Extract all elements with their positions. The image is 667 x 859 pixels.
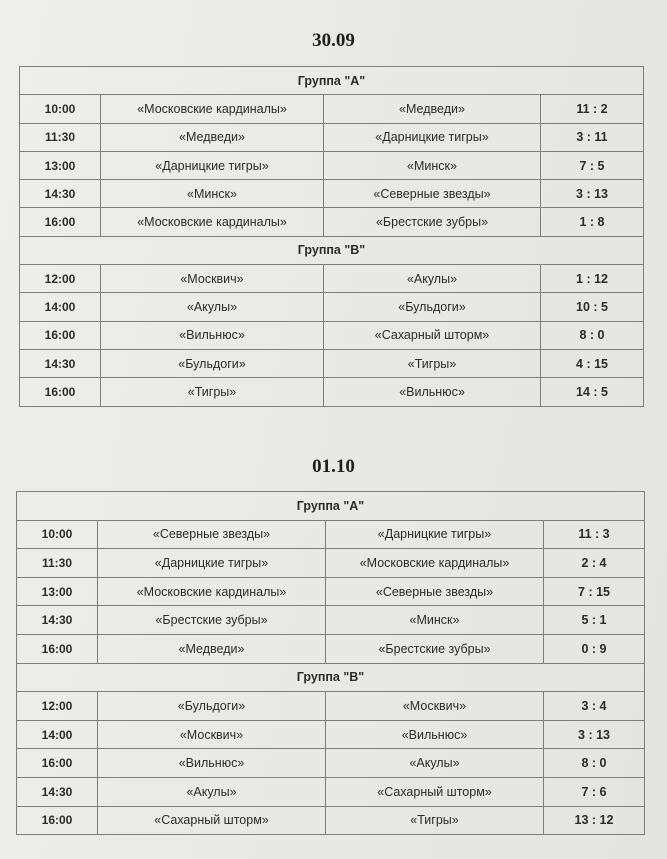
away-team: «Брестские зубры» xyxy=(326,634,544,663)
away-team: «Москвич» xyxy=(326,692,544,721)
away-team: «Брестские зубры» xyxy=(324,208,541,236)
match-score: 14 : 5 xyxy=(541,378,644,406)
group-title: Группа "А" xyxy=(17,492,645,521)
match-row xyxy=(17,606,645,635)
home-team: «Брестские зубры» xyxy=(98,606,326,635)
match-time: 11:30 xyxy=(20,123,101,151)
match-row xyxy=(17,749,645,778)
match-time: 16:00 xyxy=(20,321,101,349)
match-score: 8 : 0 xyxy=(544,749,645,778)
away-team: «Дарницкие тигры» xyxy=(324,123,541,151)
day-date: 30.09 xyxy=(312,30,355,51)
match-score: 5 : 1 xyxy=(544,606,645,635)
home-team: «Дарницкие тигры» xyxy=(98,549,326,578)
home-team: «Московские кардиналы» xyxy=(101,95,324,123)
group-header-row xyxy=(17,663,645,692)
away-team: «Московские кардиналы» xyxy=(326,549,544,578)
away-team: «Вильнюс» xyxy=(326,720,544,749)
match-row xyxy=(17,692,645,721)
match-score: 3 : 11 xyxy=(541,123,644,151)
away-team: «Северные звезды» xyxy=(326,577,544,606)
match-time: 14:30 xyxy=(17,606,98,635)
match-score: 10 : 5 xyxy=(541,293,644,321)
match-time: 14:00 xyxy=(17,720,98,749)
match-score: 7 : 6 xyxy=(544,777,645,806)
match-score: 3 : 4 xyxy=(544,692,645,721)
away-team: «Тигры» xyxy=(326,806,544,835)
home-team: «Вильнюс» xyxy=(101,321,324,349)
schedule-table-day-2 xyxy=(16,491,645,835)
match-row xyxy=(20,349,644,377)
away-team: «Тигры» xyxy=(324,349,541,377)
match-row xyxy=(20,123,644,151)
away-team: «Минск» xyxy=(324,151,541,179)
home-team: «Акулы» xyxy=(98,777,326,806)
home-team: «Северные звезды» xyxy=(98,520,326,549)
match-score: 2 : 4 xyxy=(544,549,645,578)
away-team: «Сахарный шторм» xyxy=(326,777,544,806)
match-time: 12:00 xyxy=(20,265,101,293)
match-time: 16:00 xyxy=(20,208,101,236)
match-time: 12:00 xyxy=(17,692,98,721)
home-team: «Московские кардиналы» xyxy=(101,208,324,236)
match-score: 13 : 12 xyxy=(544,806,645,835)
match-row xyxy=(17,577,645,606)
match-row xyxy=(20,321,644,349)
home-team: «Тигры» xyxy=(101,378,324,406)
match-time: 10:00 xyxy=(17,520,98,549)
away-team: «Сахарный шторм» xyxy=(324,321,541,349)
match-score: 3 : 13 xyxy=(541,180,644,208)
day-date: 01.10 xyxy=(312,456,355,477)
away-team: «Акулы» xyxy=(324,265,541,293)
home-team: «Минск» xyxy=(101,180,324,208)
match-time: 14:30 xyxy=(17,777,98,806)
home-team: «Акулы» xyxy=(101,293,324,321)
match-time: 16:00 xyxy=(20,378,101,406)
group-header-row xyxy=(20,67,644,95)
home-team: «Дарницкие тигры» xyxy=(101,151,324,179)
match-row xyxy=(20,95,644,123)
away-team: «Медведи» xyxy=(324,95,541,123)
home-team: «Вильнюс» xyxy=(98,749,326,778)
match-time: 11:30 xyxy=(17,549,98,578)
match-score: 0 : 9 xyxy=(544,634,645,663)
match-row xyxy=(17,549,645,578)
away-team: «Бульдоги» xyxy=(324,293,541,321)
match-row xyxy=(20,151,644,179)
group-title: Группа "В" xyxy=(17,663,645,692)
group-title: Группа "В" xyxy=(20,236,644,264)
match-row xyxy=(20,208,644,236)
away-team: «Минск» xyxy=(326,606,544,635)
away-team: «Дарницкие тигры» xyxy=(326,520,544,549)
away-team: «Северные звезды» xyxy=(324,180,541,208)
home-team: «Сахарный шторм» xyxy=(98,806,326,835)
match-row xyxy=(20,265,644,293)
match-time: 14:30 xyxy=(20,349,101,377)
match-row xyxy=(17,777,645,806)
match-score: 1 : 8 xyxy=(541,208,644,236)
match-row xyxy=(20,293,644,321)
match-time: 16:00 xyxy=(17,749,98,778)
group-title: Группа "А" xyxy=(20,67,644,95)
match-time: 16:00 xyxy=(17,806,98,835)
match-score: 1 : 12 xyxy=(541,265,644,293)
match-score: 8 : 0 xyxy=(541,321,644,349)
match-time: 10:00 xyxy=(20,95,101,123)
home-team: «Москвич» xyxy=(98,720,326,749)
match-score: 11 : 2 xyxy=(541,95,644,123)
match-score: 7 : 5 xyxy=(541,151,644,179)
match-score: 7 : 15 xyxy=(544,577,645,606)
group-header-row xyxy=(17,492,645,521)
home-team: «Медведи» xyxy=(101,123,324,151)
match-row xyxy=(17,520,645,549)
match-row xyxy=(17,806,645,835)
match-time: 14:30 xyxy=(20,180,101,208)
match-row xyxy=(20,180,644,208)
group-header-row xyxy=(20,236,644,264)
match-time: 13:00 xyxy=(20,151,101,179)
match-row xyxy=(17,720,645,749)
match-time: 13:00 xyxy=(17,577,98,606)
home-team: «Бульдоги» xyxy=(98,692,326,721)
home-team: «Москвич» xyxy=(101,265,324,293)
match-score: 3 : 13 xyxy=(544,720,645,749)
schedule-table-day-1 xyxy=(19,66,644,407)
match-row xyxy=(17,634,645,663)
away-team: «Акулы» xyxy=(326,749,544,778)
match-time: 16:00 xyxy=(17,634,98,663)
match-score: 4 : 15 xyxy=(541,349,644,377)
home-team: «Медведи» xyxy=(98,634,326,663)
home-team: «Бульдоги» xyxy=(101,349,324,377)
match-time: 14:00 xyxy=(20,293,101,321)
home-team: «Московские кардиналы» xyxy=(98,577,326,606)
match-row xyxy=(20,378,644,406)
match-score: 11 : 3 xyxy=(544,520,645,549)
away-team: «Вильнюс» xyxy=(324,378,541,406)
